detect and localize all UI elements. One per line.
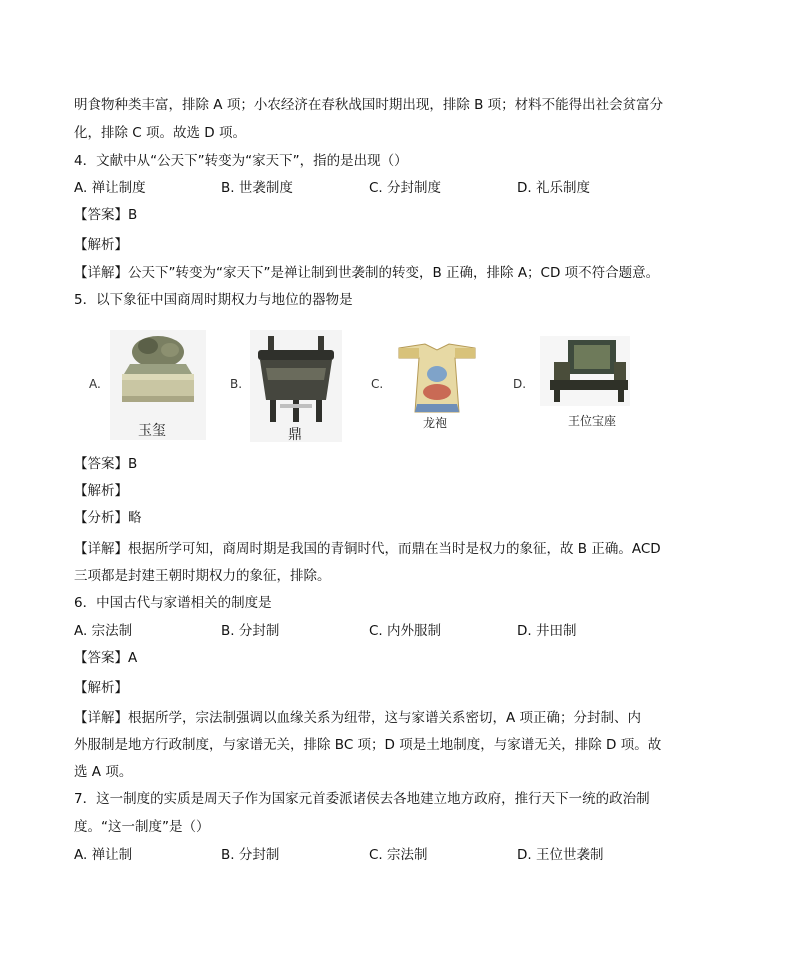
q7-option-a: A. 禅让制	[74, 847, 133, 863]
q5-detail-line-1: 【详解】根据所学可知，商周时期是我国的青铜时代，而鼎在当时是权力的象征，故 B 正确。ACD	[74, 541, 661, 557]
throne-image	[540, 336, 630, 406]
q7-option-d: D. 王位世袭制	[517, 847, 604, 863]
dragon-robe-icon	[395, 340, 479, 416]
q5-image-c-letter: C.	[371, 377, 384, 391]
prev-explanation-line-2: 化，排除 C 项。故选 D 项。	[74, 125, 246, 141]
q5-image-a-letter: A.	[89, 377, 101, 391]
q5-image-b-letter: B.	[230, 377, 243, 391]
q5-image-b-caption: 鼎	[288, 427, 302, 443]
q4-stem: 4．文献中从“公天下”转变为“家天下”，指的是出现（）	[74, 153, 408, 169]
q5-image-c-caption: 龙袍	[423, 416, 448, 430]
q4-option-c: C. 分封制度	[369, 180, 442, 196]
q4-option-d: D. 礼乐制度	[517, 180, 590, 196]
q6-option-c: C. 内外服制	[369, 623, 442, 639]
q4-answer: 【答案】B	[74, 207, 138, 223]
q5-image-d-letter: D.	[513, 377, 527, 391]
q4-option-b: B. 世袭制度	[221, 180, 293, 196]
q5-image-d-caption: 王位宝座	[568, 414, 617, 428]
q5-fenxi: 【分析】略	[74, 510, 142, 526]
q5-analysis-label: 【解析】	[74, 483, 128, 499]
q6-option-d: D. 井田制	[517, 623, 577, 639]
q6-option-b: B. 分封制	[221, 623, 280, 639]
q6-detail-line-3: 选 A 项。	[74, 764, 133, 780]
q6-detail-line-2: 外服制是地方行政制度，与家谱无关，排除 BC 项；D 项是土地制度，与家谱无关，排除 D 项。故	[74, 737, 662, 753]
q6-stem: 6．中国古代与家谱相关的制度是	[74, 595, 272, 611]
q4-analysis-label: 【解析】	[74, 237, 128, 253]
q7-stem-line-1: 7．这一制度的实质是周天子作为国家元首委派诸侯去各地建立地方政府，推行天下一统的政治制	[74, 791, 650, 807]
q5-detail-line-2: 三项都是封建王朝时期权力的象征，排除。	[74, 568, 331, 584]
q6-analysis-label: 【解析】	[74, 680, 128, 696]
q7-option-c: C. 宗法制	[369, 847, 428, 863]
q6-option-a: A. 宗法制	[74, 623, 133, 639]
q5-image-a-caption: 玉玺	[138, 423, 166, 439]
throne-icon	[540, 336, 630, 406]
dragon-robe-image	[395, 340, 479, 416]
q4-option-a: A. 禅让制度	[74, 180, 146, 196]
q7-stem-line-2: 度。“这一制度”是（）	[74, 819, 210, 835]
q4-detail: 【详解】公天下”转变为“家天下”是禅让制到世袭制的转变，B 正确，排除 A；CD 项不符合题意。	[74, 265, 660, 281]
prev-explanation-line-1: 明食物种类丰富，排除 A 项；小农经济在春秋战国时期出现，排除 B 项；材料不能得出社会贫富分	[74, 97, 664, 113]
q5-answer: 【答案】B	[74, 456, 138, 472]
q6-detail-line-1: 【详解】根据所学，宗法制强调以血缘关系为纽带，这与家谱关系密切，A 项正确；分封制、内	[74, 710, 642, 726]
q7-option-b: B. 分封制	[221, 847, 280, 863]
q5-stem: 5．以下象征中国商周时期权力与地位的器物是	[74, 292, 353, 308]
q6-answer: 【答案】A	[74, 650, 138, 666]
